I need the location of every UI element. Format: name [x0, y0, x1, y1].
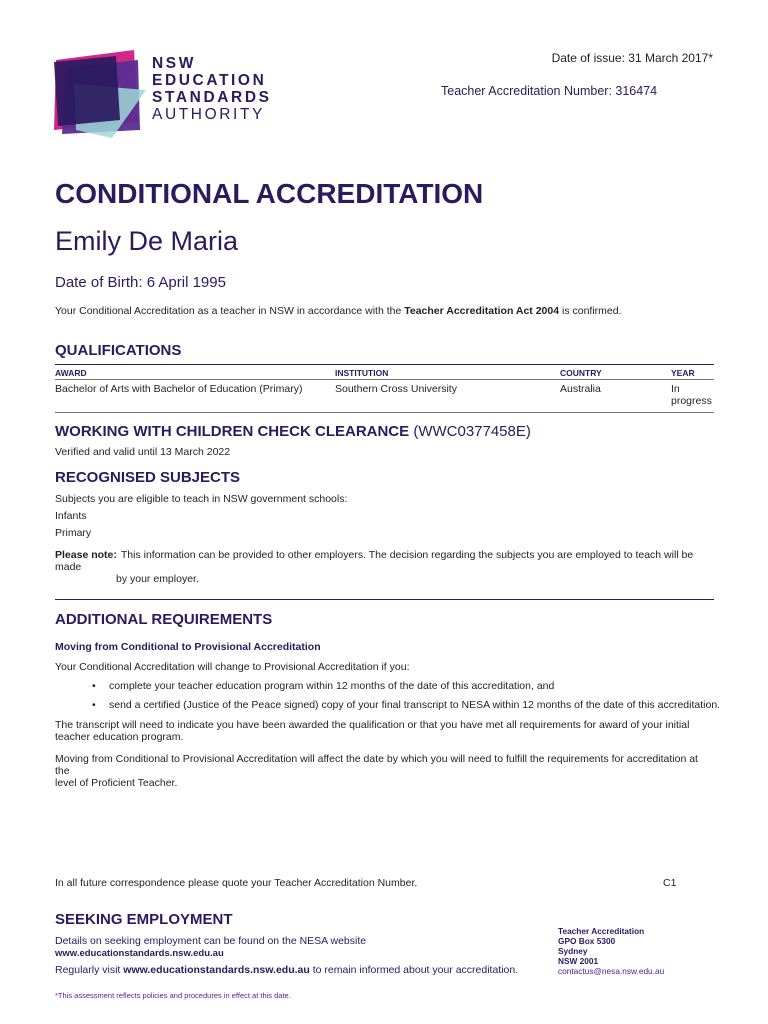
nesa-logo-wordmark — [152, 55, 272, 123]
note-label: Please note: — [55, 549, 117, 561]
cell-year-line1: In — [671, 383, 680, 395]
note-line1: This information can be provided to other employers. The decision regarding the subjects you are employed to teach will be made — [55, 549, 694, 573]
teacher-accreditation-number — [441, 84, 657, 98]
address-line2: GPO Box 5300 — [558, 936, 616, 946]
cell-institution: Southern Cross University — [335, 383, 457, 395]
proficient-line2: level of Proficient Teacher. — [55, 777, 178, 789]
column-header-country: COUNTRY — [560, 368, 602, 378]
additional-requirements-heading: ADDITIONAL REQUIREMENTS — [55, 611, 273, 628]
proficient-line1: Moving from Conditional to Provisional Accreditation will affect the date by which you will need to fulfill the requirements for accreditation at the — [55, 753, 698, 777]
cell-country: Australia — [560, 383, 601, 395]
logo-line-education: EDUCATION — [152, 72, 267, 89]
logo-line-standards: STANDARDS — [152, 89, 272, 106]
wwcc-heading — [55, 423, 531, 440]
address-line4: NSW 2001 — [558, 956, 599, 966]
column-header-year: YEAR — [671, 368, 695, 378]
teacher-name: Emily De Maria — [55, 226, 239, 256]
wwcc-heading-text: WORKING WITH CHILDREN CHECK CLEARANCE — [55, 423, 410, 440]
address-line1: Teacher Accreditation — [558, 926, 645, 936]
additional-lead: Your Conditional Accreditation will change to Provisional Accreditation if you: — [55, 661, 410, 673]
nesa-logo-graphic — [54, 50, 146, 140]
regular-visit-text — [55, 964, 518, 976]
column-header-institution: INSTITUTION — [335, 368, 389, 378]
address-line3: Sydney — [558, 946, 588, 956]
logo-line-nsw: NSW — [152, 55, 196, 72]
cell-year — [671, 383, 712, 407]
bullet-dot: • — [92, 699, 96, 711]
intro-post: is confirmed. — [559, 305, 622, 317]
subject-item: Infants — [55, 510, 87, 522]
qualifications-rule — [55, 364, 714, 365]
nesa-website-link[interactable]: www.educationstandards.nsw.edu.au — [55, 948, 224, 959]
regular-visit-link[interactable]: www.educationstandards.nsw.edu.au — [123, 964, 310, 976]
transcript-line2: teacher education program. — [55, 731, 184, 743]
cell-year-line2: progress — [671, 395, 712, 407]
proficient-paragraph — [55, 753, 715, 789]
requirement-bullet — [92, 699, 720, 711]
requirement-bullet — [92, 680, 554, 692]
wwcc-status: Verified and valid until 13 March 2022 — [55, 446, 231, 458]
subjects-intro: Subjects you are eligible to teach in NSW government schools: — [55, 493, 348, 505]
subject-item: Primary — [55, 527, 92, 539]
letter-code: C1 — [663, 877, 677, 889]
tan-label: Teacher Accreditation Number: — [441, 84, 612, 98]
subjects-heading: RECOGNISED SUBJECTS — [55, 469, 241, 486]
date-of-birth: Date of Birth: 6 April 1995 — [55, 274, 226, 291]
additional-subheading: Moving from Conditional to Provisional Accreditation — [55, 641, 321, 653]
regular-pre: Regularly visit — [55, 964, 124, 976]
cell-award: Bachelor of Arts with Bachelor of Education (Primary) — [55, 383, 303, 395]
wwcc-number: (WWC0377458E) — [413, 423, 531, 440]
fine-print: *This assessment reflects policies and procedures in effect at this date. — [55, 991, 291, 1000]
note-line2: by your employer. — [116, 573, 199, 585]
transcript-line1: The transcript will need to indicate you have been awarded the qualification or that you have met all requirements for award of your initial — [55, 719, 690, 731]
correspondence-note: In all future correspondence please quote your Teacher Accreditation Number. — [55, 877, 418, 889]
postal-address — [558, 926, 664, 976]
intro-statement — [55, 305, 622, 317]
section-divider — [55, 599, 714, 600]
bullet-text: send a certified (Justice of the Peace signed) copy of your final transcript to NESA within 12 months of the date of this accreditation. — [109, 699, 721, 711]
bullet-dot: • — [92, 680, 96, 692]
tan-value: 316474 — [615, 84, 658, 98]
transcript-paragraph — [55, 719, 715, 743]
contact-email-link[interactable]: contactus@nesa.nsw.edu.au — [558, 966, 665, 976]
document-title: CONDITIONAL ACCREDITATION — [55, 178, 484, 209]
qualifications-heading: QUALIFICATIONS — [55, 342, 182, 359]
bullet-text: complete your teacher education program within 12 months of the date of this accreditation, and — [109, 680, 555, 692]
intro-act-name: Teacher Accreditation Act 2004 — [404, 305, 560, 317]
logo-line-authority: AUTHORITY — [152, 106, 265, 123]
date-of-issue: Date of issue: 31 March 2017* — [551, 51, 713, 65]
table-bottom-rule — [55, 412, 714, 413]
intro-pre: Your Conditional Accreditation as a teacher in NSW in accordance with the — [55, 305, 405, 317]
table-header-rule — [55, 379, 714, 380]
seeking-employment-text: Details on seeking employment can be found on the NESA website — [55, 935, 367, 947]
subjects-note — [55, 549, 717, 585]
seeking-employment-heading: SEEKING EMPLOYMENT — [55, 911, 233, 928]
regular-post: to remain informed about your accreditation. — [309, 964, 519, 976]
column-header-award: AWARD — [55, 368, 87, 378]
